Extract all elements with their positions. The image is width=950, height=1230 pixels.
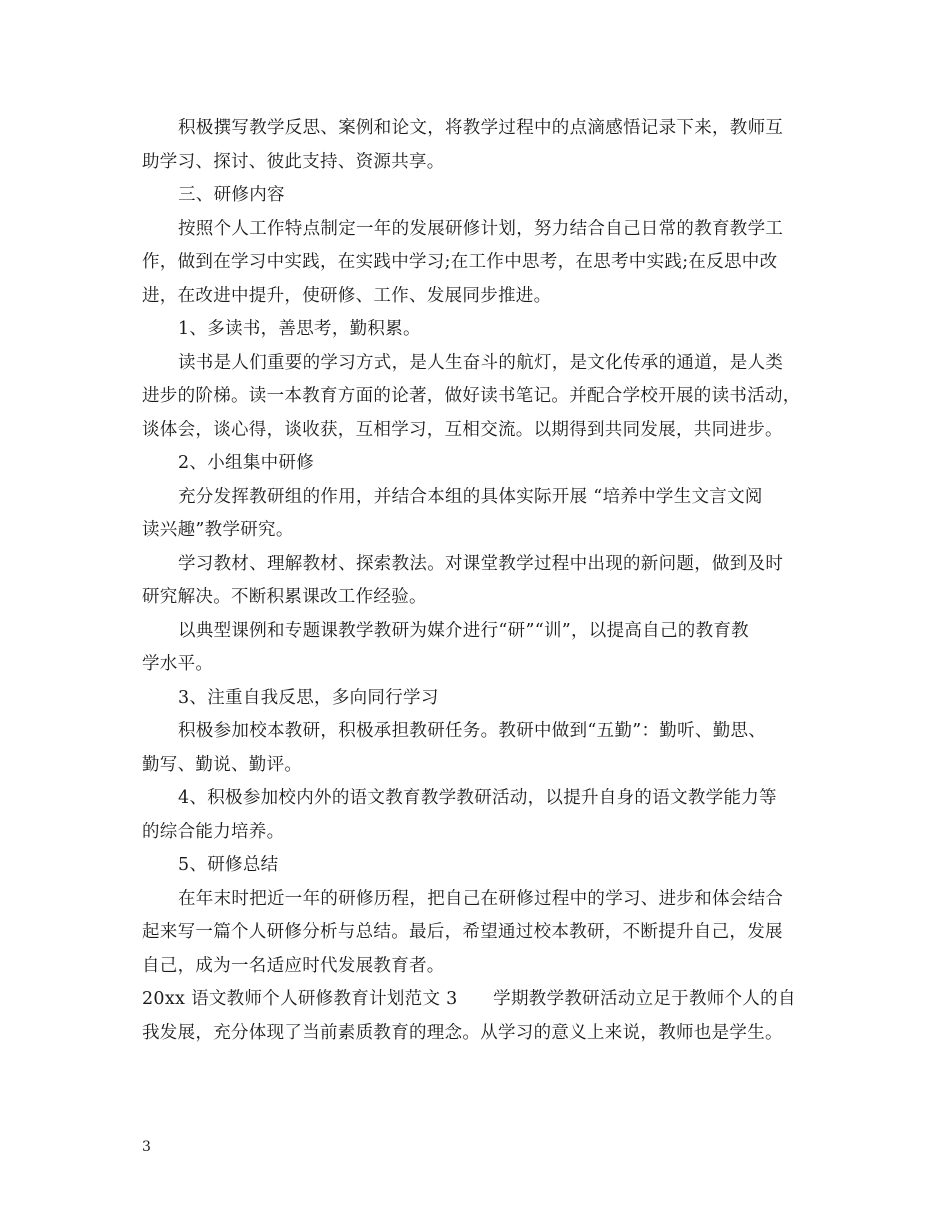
text-line: 读书是人们重要的学习方式，是人生奋斗的航灯，是文化传承的通道，是人类 bbox=[178, 352, 784, 373]
text-line: 助学习、探讨、彼此支持、资源共享。 bbox=[142, 151, 445, 172]
text-line: 作，做到在学习中实践，在实践中学习;在工作中思考，在思考中实践;在反思中改 bbox=[142, 252, 778, 272]
text-line: 读兴趣”教学研究。 bbox=[142, 520, 294, 540]
subsection-heading: 4、积极参加校内外的语文教育教学教研活动，以提升自身的语文教学能力等 bbox=[178, 788, 777, 808]
text-line: 自己，成为一名适应时代发展教育者。 bbox=[142, 955, 445, 976]
subsection-heading: 1、多读书，善思考，勤积累。 bbox=[178, 319, 421, 339]
text-line: 积极撰写教学反思、案例和论文，将教学过程中的点滴感悟记录下来，教师互 bbox=[178, 118, 784, 138]
text-line: 按照个人工作特点制定一年的发展研修计划，努力结合自己日常的教育教学工 bbox=[178, 218, 784, 239]
text-line: 的综合能力培养。 bbox=[142, 821, 285, 842]
text-line: 勤写、勤说、勤评。 bbox=[142, 754, 303, 775]
text-line: 我发展，充分体现了当前素质教育的理念。从学习的意义上来说，教师也是学生。 bbox=[142, 1022, 783, 1043]
text-line: 积极参加校本教研，积极承担教研任务。教研中做到“五勤”：勤听、勤思、 bbox=[178, 721, 767, 741]
document-body bbox=[142, 112, 812, 1050]
text-line: 以典型课例和专题课教学教研为媒介进行“研”“训”，以提高自己的教育教 bbox=[178, 620, 749, 641]
text-line: 学水平。 bbox=[142, 654, 214, 674]
text-line: 进，在改进中提升，使研修、工作、发展同步推进。 bbox=[142, 285, 552, 306]
text-line: 学习教材、理解教材、探索教法。对课堂教学过程中出现的新问题，做到及时 bbox=[178, 553, 784, 574]
text-line: 在年末时把近一年的研修历程，把自己在研修过程中的学习、进步和体会结合 bbox=[178, 888, 784, 909]
subsection-heading: 2、小组集中研修 bbox=[178, 453, 315, 473]
subsection-heading: 3、注重自我反思，多向同行学习 bbox=[178, 687, 439, 708]
subsection-heading: 5、研修总结 bbox=[178, 855, 279, 875]
text-line: 进步的阶梯。读一本教育方面的论著，做好读书笔记。并配合学校开展的读书活动， bbox=[142, 386, 801, 406]
text-line: 起来写一篇个人研修分析与总结。最后，希望通过校本教研，不断提升自己，发展 bbox=[142, 922, 783, 942]
page-number: 3 bbox=[142, 1139, 151, 1155]
text-line: 充分发挥教研组的作用，并结合本组的具体实际开展 “培养中学生文言文阅 bbox=[178, 486, 763, 507]
text-line: 研究解决。不断积累课改工作经验。 bbox=[142, 587, 427, 607]
text-line: 20xx 语文教师个人研修教育计划范文 3 学期教学教研活动立足于教师个人的自 bbox=[142, 989, 796, 1009]
section-heading: 三、研修内容 bbox=[178, 185, 285, 205]
text-line: 谈体会，谈心得，谈收获，互相学习，互相交流。以期得到共同发展，共同进步。 bbox=[142, 419, 783, 440]
